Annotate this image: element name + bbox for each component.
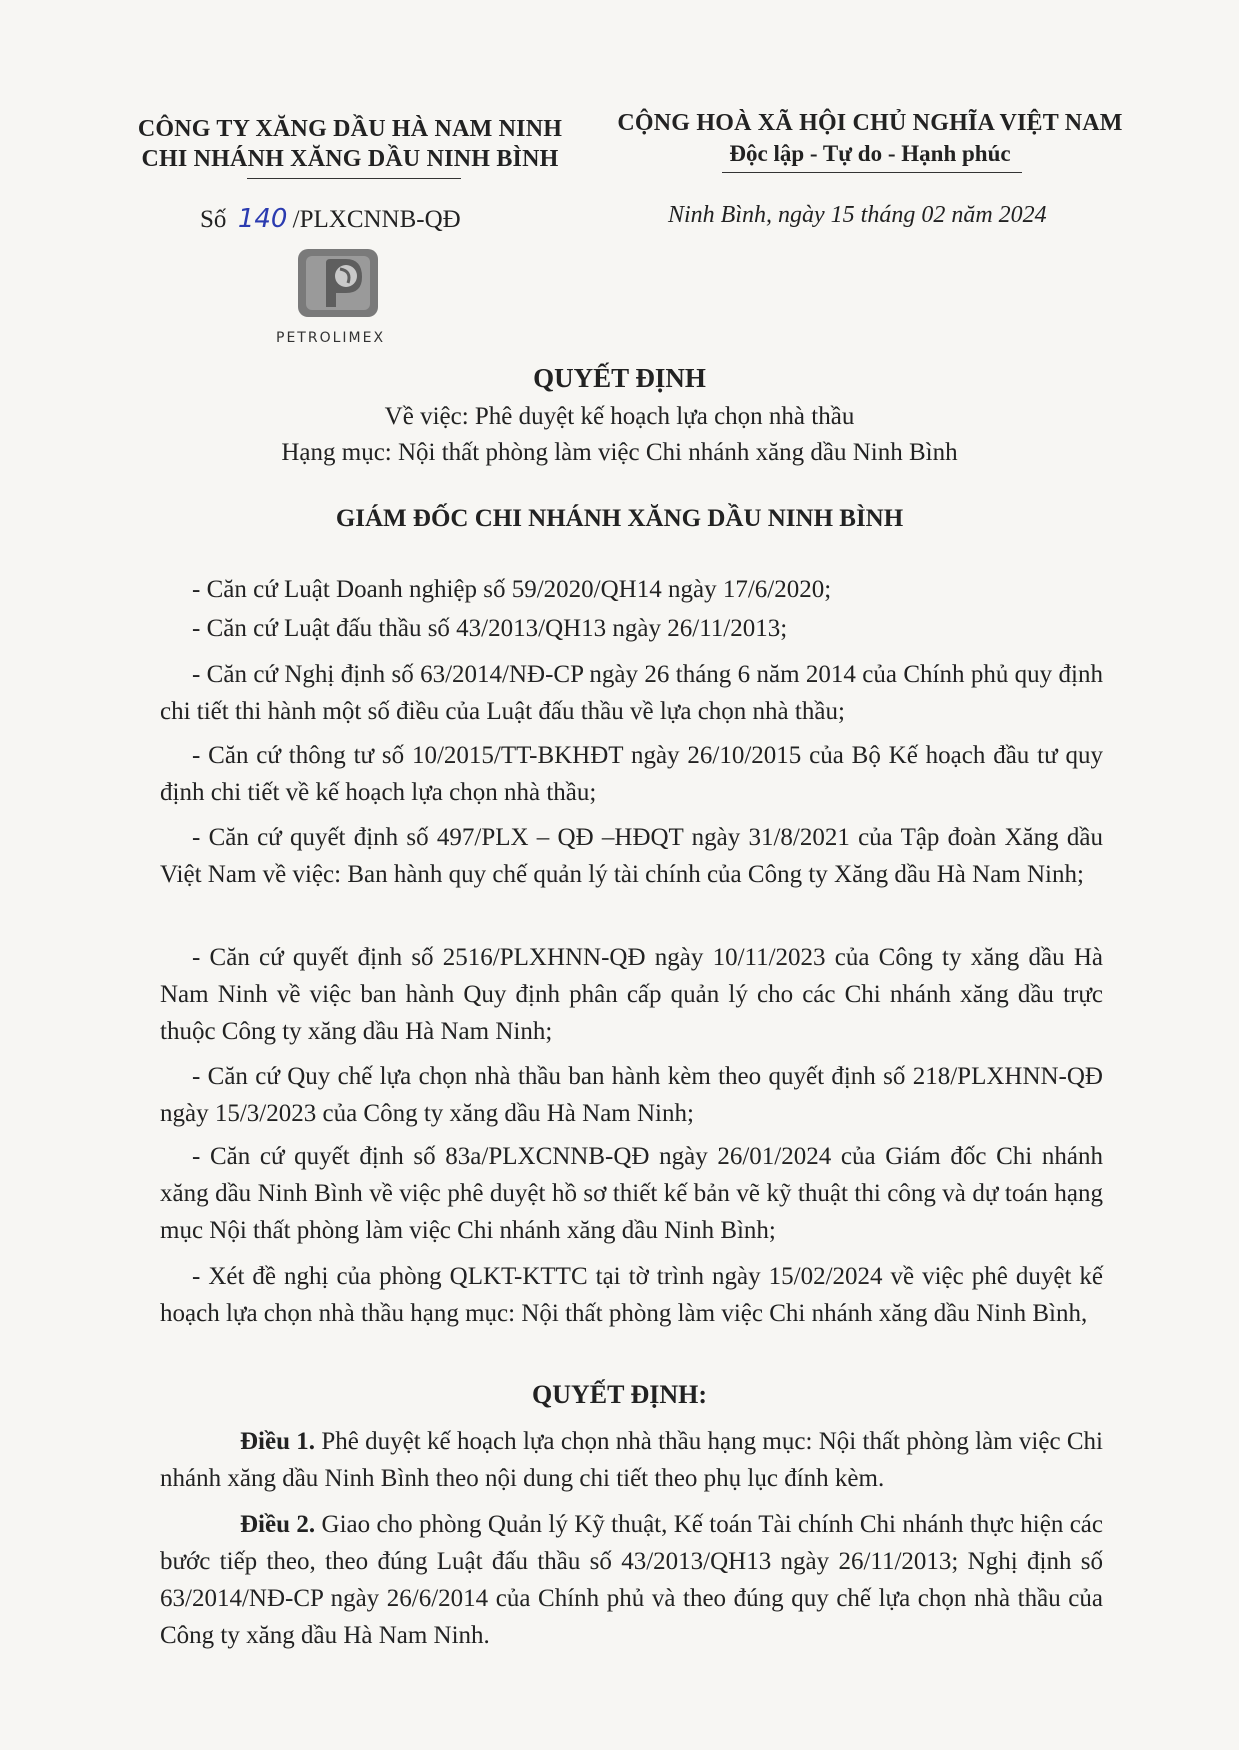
page-title: QUYẾT ĐỊNH (533, 363, 706, 393)
basis-item: - Căn cứ Quy chế lựa chọn nhà thầu ban hành kèm theo quyết định số 218/PLXHNN-QĐ ngày 15/3/2023 của Công ty xăng dầu Hà Nam Ninh; (160, 1063, 1103, 1127)
article-label: Điều 1. (240, 1428, 316, 1455)
basis-item: - Căn cứ thông tư số 10/2015/TT-BKHĐT ngày 26/10/2015 của Bộ Kế hoạch đầu tư quy định chi tiết về kế hoạch lựa chọn nhà thầu; (160, 742, 1103, 806)
basis-item: - Căn cứ Luật đấu thầu số 43/2013/QH13 ngày 26/11/2013; (192, 615, 788, 642)
decision-heading: QUYẾT ĐỊNH: (531, 1380, 708, 1409)
branch-underline (247, 178, 461, 179)
basis-item: - Xét đề nghị của phòng QLKT-KTTC tại tờ trình ngày 15/02/2024 về việc phê duyệt kế hoạch lựa chọn nhà thầu hạng mục: Nội thất phòng làm việc Chi nhánh xăng dầu Ninh Bình, (160, 1263, 1103, 1327)
article-1 (160, 1423, 1103, 1497)
basis-item: - Căn cứ quyết định số 2516/PLXHNN-QĐ ngày 10/11/2023 của Công ty xăng dầu Hà Nam Ninh về việc ban hành Quy định phân cấp quản lý cho các Chi nhánh xăng dầu trực thuộc Công ty xăng dầu Hà Nam Ninh; (160, 944, 1103, 1045)
doc-no-suffix: /PLXCNNB-QĐ (292, 206, 461, 233)
branch-name: CHI NHÁNH XĂNG DẦU NINH BÌNH (141, 146, 559, 172)
nation-motto: Độc lập - Tự do - Hạnh phúc (729, 141, 1011, 166)
article-label: Điều 2. (240, 1511, 316, 1538)
basis-item: - Căn cứ quyết định số 497/PLX – QĐ –HĐQT ngày 31/8/2021 của Tập đoàn Xăng dầu Việt Nam về việc: Ban hành quy chế quản lý tài chính của Công ty Xăng dầu Hà Nam Ninh; (160, 824, 1103, 888)
motto-underline (722, 172, 1022, 173)
article-2 (160, 1506, 1103, 1654)
subject-line-2: Hạng mục: Nội thất phòng làm việc Chi nhánh xăng dầu Ninh Bình (281, 439, 958, 466)
logo-caption: PETROLIMEX (276, 330, 386, 346)
subject-line-1: Về việc: Phê duyệt kế hoạch lựa chọn nhà thầu (384, 403, 855, 430)
article-text: Phê duyệt kế hoạch lựa chọn nhà thầu hạng mục: Nội thất phòng làm việc Chi nhánh xăng dầu Ninh Bình theo nội dung chi tiết theo phụ lục đính kèm. (160, 1428, 1103, 1492)
company-name: CÔNG TY XĂNG DẦU HÀ NAM NINH (137, 116, 563, 142)
basis-item: - Căn cứ Nghị định số 63/2014/NĐ-CP ngày 26 tháng 6 năm 2014 của Chính phủ quy định chi tiết thi hành một số điều của Luật đấu thầu về lựa chọn nhà thầu; (160, 661, 1103, 725)
basis-item: - Căn cứ quyết định số 83a/PLXCNNB-QĐ ngày 26/01/2024 của Giám đốc Chi nhánh xăng dầu Ninh Bình về việc phê duyệt hồ sơ thiết kế bản vẽ kỹ thuật thi công và dự toán hạng mục Nội thất phòng làm việc Chi nhánh xăng dầu Ninh Bình; (160, 1143, 1103, 1244)
document-number (200, 204, 461, 234)
article-text: Giao cho phòng Quản lý Kỹ thuật, Kế toán Tài chính Chi nhánh thực hiện các bước tiếp theo, theo đúng Luật đấu thầu số 43/2013/QH13 ngày 26/11/2013; Nghị định số 63/2014/NĐ-CP ngày 26/6/2014 của Chính phủ và theo đúng quy chế lựa chọn nhà thầu của Công ty xăng dầu Hà Nam Ninh. (160, 1511, 1104, 1649)
nation-title: CỘNG HOÀ XÃ HỘI CHỦ NGHĨA VIỆT NAM (617, 110, 1123, 136)
doc-no-handwritten: 140 (237, 204, 288, 234)
petrolimex-logo-icon (296, 247, 380, 319)
authority-heading: GIÁM ĐỐC CHI NHÁNH XĂNG DẦU NINH BÌNH (335, 505, 904, 532)
place-date: Ninh Bình, ngày 15 tháng 02 năm 2024 (668, 202, 1047, 228)
basis-item: - Căn cứ Luật Doanh nghiệp số 59/2020/QH14 ngày 17/6/2020; (192, 576, 832, 603)
doc-no-prefix: Số (200, 206, 227, 233)
